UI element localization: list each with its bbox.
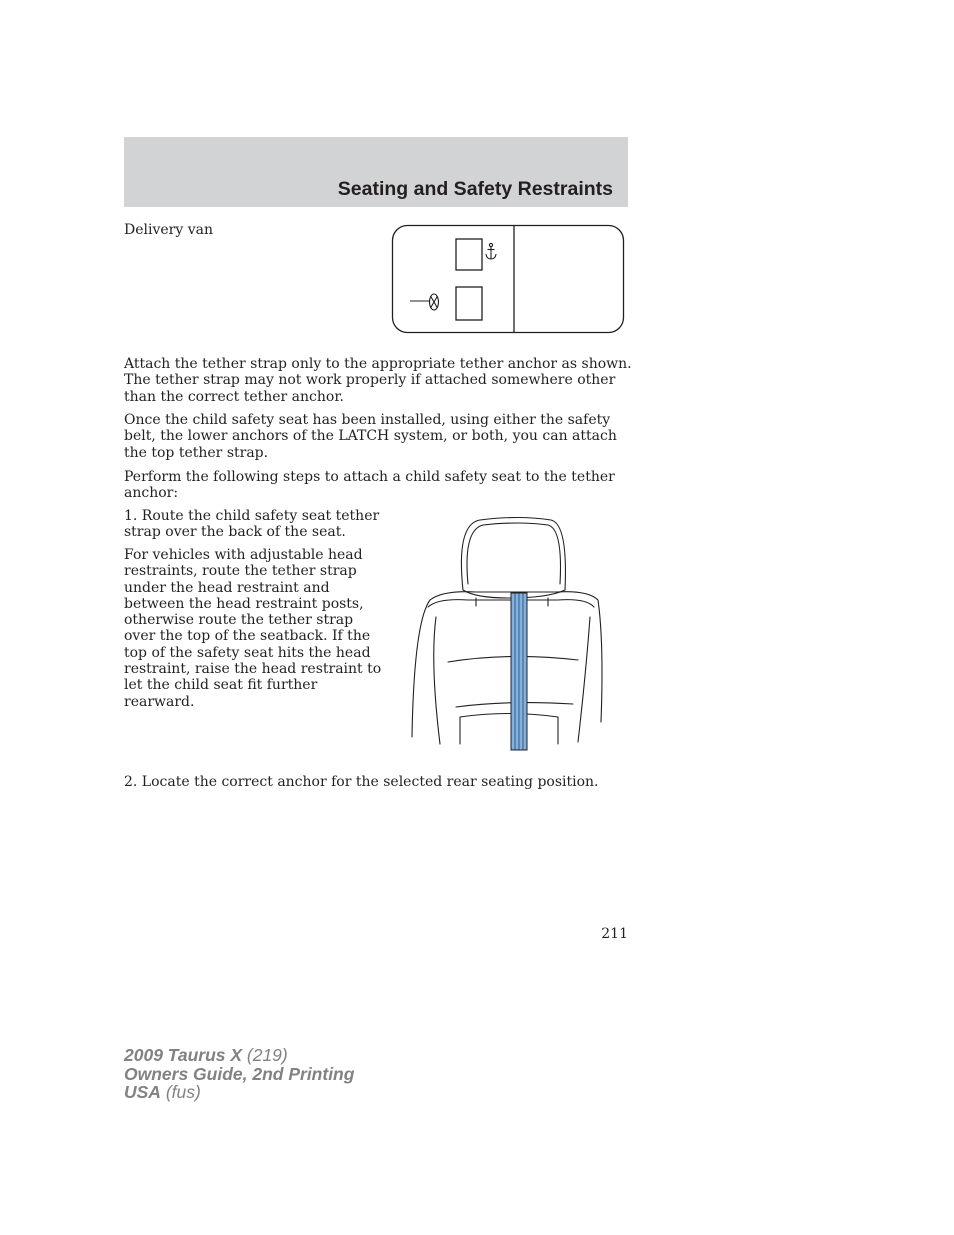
section-header-band [124, 137, 628, 207]
seat-lower-panel [460, 714, 558, 745]
tether-anchor-symbol [410, 294, 439, 310]
seat-tether-strap-illustration [408, 512, 608, 754]
seatback-left-contour [434, 617, 440, 744]
footer-line-2: Owners Guide, 2nd Printing [124, 1063, 355, 1084]
lower-seat-box [456, 287, 482, 320]
van-outline [393, 226, 624, 333]
van-anchor-diagram [391, 224, 625, 334]
section-title: Seating and Safety Restraints [337, 178, 613, 200]
seatback-outline [412, 592, 602, 737]
upper-seat-box [456, 239, 482, 270]
seatback-right-contour [578, 617, 590, 742]
footer-line-1: 2009 Taurus X (219) [124, 1045, 288, 1065]
paragraph-perform-steps: Perform the following steps to attach a child safety seat to the tether anchor: [124, 469, 615, 502]
step-1-text: 1. Route the child safety seat tether strap over the back of the seat. [124, 508, 380, 541]
paragraph-child-seat-installed: Once the child safety seat has been installed, using either the safety belt, the lower anchors of the LATCH system, or both, you can attach the top tether strap. [124, 412, 617, 461]
head-restraint [461, 518, 565, 599]
document-footer [124, 1046, 354, 1102]
page-number: 211 [601, 926, 628, 942]
paragraph-tether-anchor: Attach the tether strap only to the appropriate tether anchor as shown. The tether strap may not work properly if attached somewhere other than the correct tether anchor. [124, 356, 632, 405]
figure-caption-delivery-van: Delivery van [124, 222, 213, 238]
anchor-icon [486, 243, 496, 259]
step-2-text: 2. Locate the correct anchor for the selected rear seating position. [124, 774, 599, 790]
head-restraint-inner-edge [467, 523, 561, 584]
step-1-detail-text: For vehicles with adjustable head restraints, route the tether strap under the head restraint and between the head restraint posts, otherwise route the tether strap over the top of the seatback. If the top of the safety seat hits the head restraint, raise the head restraint to let the child seat fit further rearward. [124, 547, 382, 710]
footer-line-3: USA (fus) [124, 1082, 201, 1102]
